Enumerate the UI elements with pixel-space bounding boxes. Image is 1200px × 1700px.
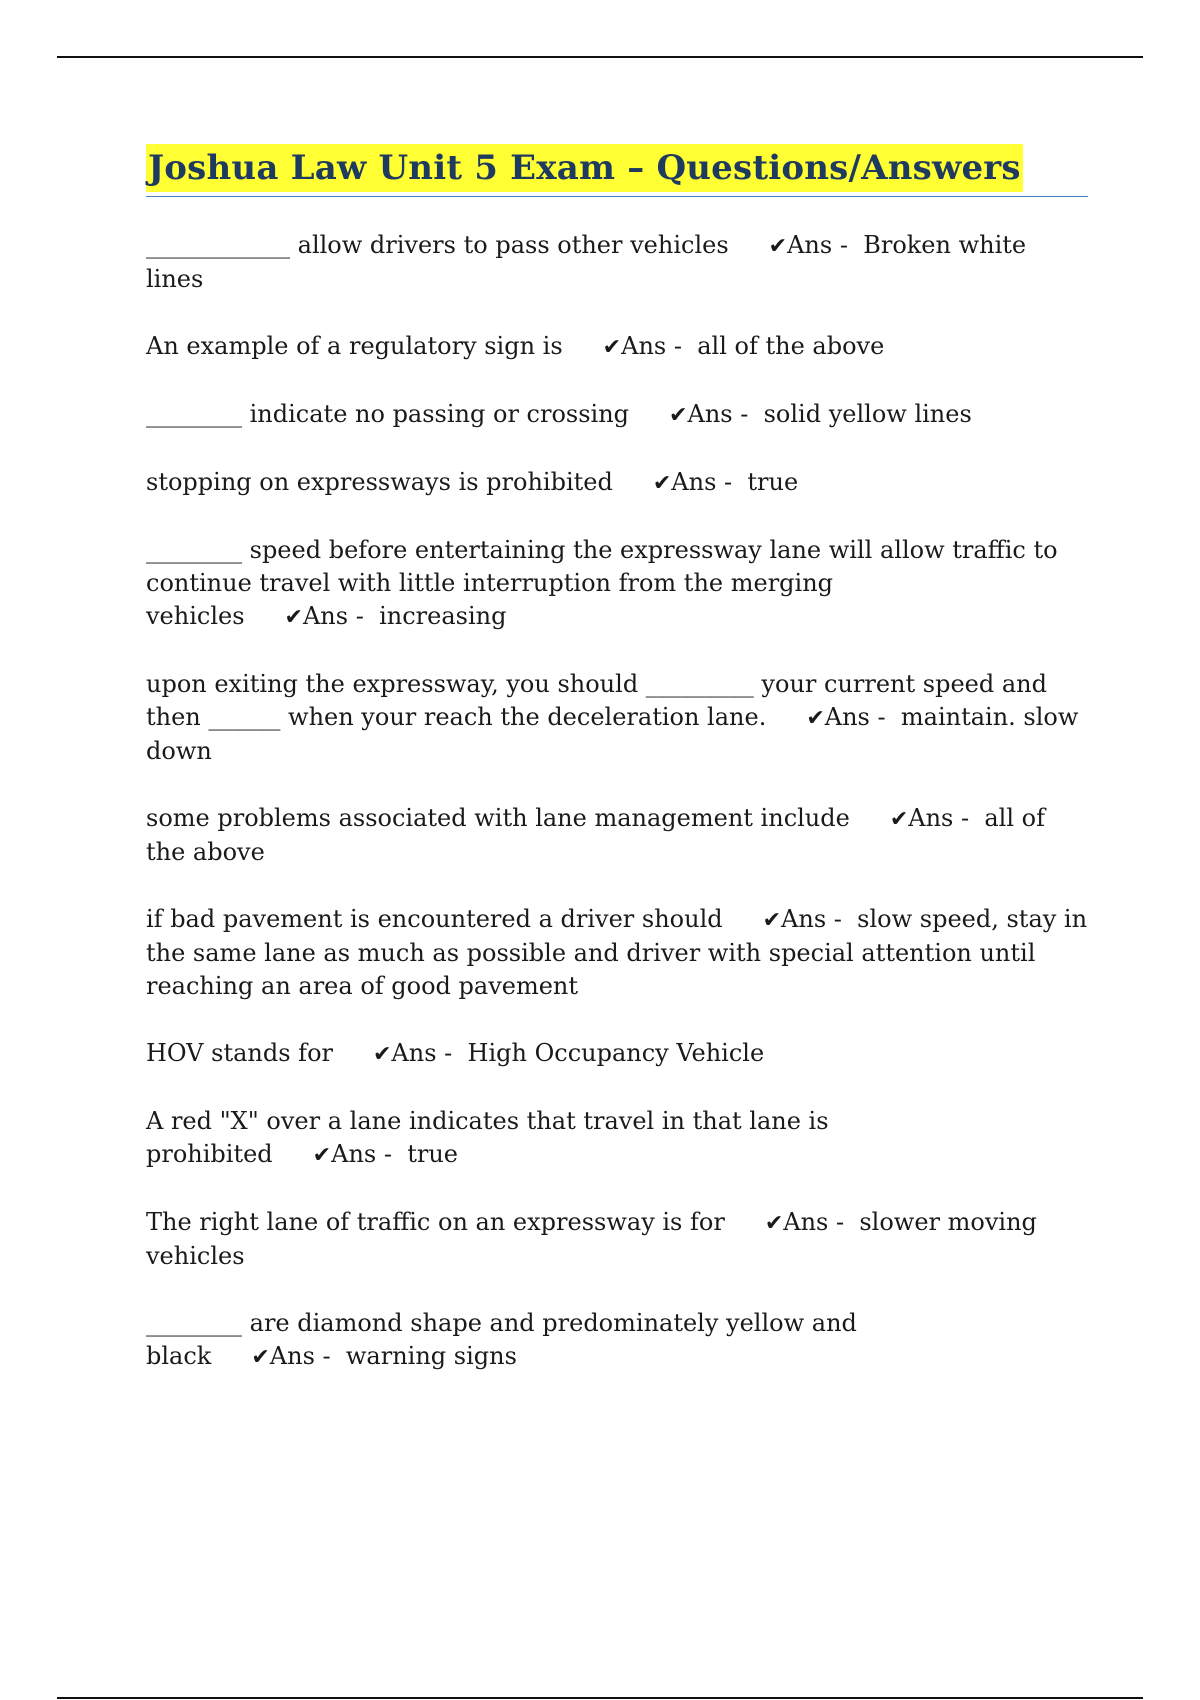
- qa-item: [146, 1105, 1088, 1172]
- answer-marker: [763, 905, 858, 933]
- answer-separator: -: [436, 1039, 468, 1067]
- question-text: The right lane of traffic on an expressway is for: [146, 1208, 725, 1236]
- checkmark-icon: ✔: [372, 1042, 392, 1067]
- answer-text: true: [747, 468, 799, 496]
- top-rule: [57, 56, 1143, 58]
- answer-text: warning signs: [345, 1342, 517, 1370]
- checkmark-icon: ✔: [762, 908, 782, 933]
- qa-item: [146, 668, 1088, 768]
- answer-text: Broken white lines: [146, 231, 1027, 293]
- qa-item: [146, 534, 1088, 634]
- answer-marker: [669, 400, 764, 428]
- question-text: ________ are diamond shape and predominately yellow and black: [146, 1309, 857, 1370]
- answer-text: maintain. slow down: [146, 703, 1079, 765]
- answer-separator: -: [828, 1208, 860, 1236]
- answer-label: Ans: [908, 804, 954, 832]
- answer-label: Ans: [787, 231, 833, 259]
- answer-text: slow speed, stay in the same lane as much as possible and driver with special attention until reaching an area of good pavement: [146, 905, 1088, 1000]
- question-text: upon exiting the expressway, you should _________ your current speed and then ______ when your reach the deceleration lane.: [146, 670, 1047, 731]
- question-text: ________ indicate no passing or crossing: [146, 400, 630, 428]
- answer-text: High Occupancy Vehicle: [467, 1039, 765, 1067]
- answer-separator: -: [666, 332, 698, 360]
- answer-label: Ans: [269, 1342, 315, 1370]
- answer-label: Ans: [687, 400, 733, 428]
- qa-item: [146, 1037, 1088, 1071]
- checkmark-icon: ✔: [669, 403, 688, 428]
- answer-text: slower moving vehicles: [146, 1208, 1037, 1270]
- question-text: A red "X" over a lane indicates that travel in that lane is prohibited: [146, 1107, 829, 1168]
- answer-text: all of the above: [697, 332, 885, 360]
- question-text: stopping on expressways is prohibited: [146, 468, 613, 496]
- question-text: An example of a regulatory sign is: [146, 332, 563, 360]
- qa-item: [146, 229, 1088, 296]
- qa-item: [146, 466, 1088, 500]
- qa-list: [146, 229, 1088, 1374]
- answer-marker: [251, 1342, 346, 1370]
- answer-text: all of the above: [146, 804, 1045, 866]
- answer-separator: -: [376, 1140, 408, 1168]
- title-block: [146, 144, 1088, 197]
- answer-separator: -: [716, 468, 748, 496]
- answer-text: increasing: [379, 602, 507, 630]
- checkmark-icon: ✔: [764, 1211, 784, 1236]
- answer-marker: [373, 1039, 468, 1067]
- answer-marker: [769, 231, 864, 259]
- answer-label: Ans: [671, 468, 717, 496]
- bottom-rule: [57, 1697, 1143, 1699]
- answer-label: Ans: [302, 602, 349, 630]
- qa-item: [146, 330, 1088, 364]
- checkmark-icon: ✔: [602, 335, 622, 360]
- qa-item: [146, 1206, 1088, 1273]
- answer-label: Ans: [824, 703, 870, 731]
- answer-separator: -: [348, 602, 380, 630]
- checkmark-icon: ✔: [312, 1143, 332, 1168]
- checkmark-icon: ✔: [251, 1345, 270, 1370]
- question-text: ____________ allow drivers to pass other vehicles: [146, 231, 729, 259]
- answer-label: Ans: [783, 1208, 829, 1236]
- checkmark-icon: ✔: [652, 471, 672, 496]
- answer-label: Ans: [781, 905, 827, 933]
- question-text: HOV stands for: [146, 1039, 333, 1067]
- qa-item: [146, 903, 1088, 1003]
- answer-label: Ans: [331, 1140, 377, 1168]
- answer-marker: [890, 804, 985, 832]
- document-body: [146, 144, 1088, 1408]
- answer-text: solid yellow lines: [763, 400, 972, 428]
- answer-separator: -: [732, 400, 764, 428]
- answer-marker: [603, 332, 698, 360]
- qa-item: [146, 398, 1088, 432]
- checkmark-icon: ✔: [284, 605, 303, 630]
- answer-separator: -: [826, 905, 858, 933]
- question-text: if bad pavement is encountered a driver should: [146, 905, 723, 933]
- answer-separator: -: [832, 231, 864, 259]
- answer-marker: [653, 468, 748, 496]
- page-title: Joshua Law Unit 5 Exam – Questions/Answers: [146, 144, 1023, 192]
- answer-label: Ans: [391, 1039, 437, 1067]
- answer-separator: -: [953, 804, 985, 832]
- answer-text: true: [407, 1140, 458, 1168]
- answer-marker: [285, 602, 380, 630]
- question-text: some problems associated with lane management include: [146, 804, 850, 832]
- answer-marker: [765, 1208, 860, 1236]
- checkmark-icon: ✔: [768, 234, 788, 259]
- question-text: ________ speed before entertaining the expressway lane will allow traffic to continue travel with little interruption from the merging vehicles: [146, 536, 1058, 630]
- answer-separator: -: [314, 1342, 346, 1370]
- checkmark-icon: ✔: [889, 807, 909, 832]
- checkmark-icon: ✔: [806, 706, 825, 731]
- qa-item: [146, 1307, 1088, 1374]
- answer-separator: -: [869, 703, 901, 731]
- qa-item: [146, 802, 1088, 869]
- answer-label: Ans: [621, 332, 667, 360]
- answer-marker: [313, 1140, 408, 1168]
- answer-marker: [806, 703, 901, 731]
